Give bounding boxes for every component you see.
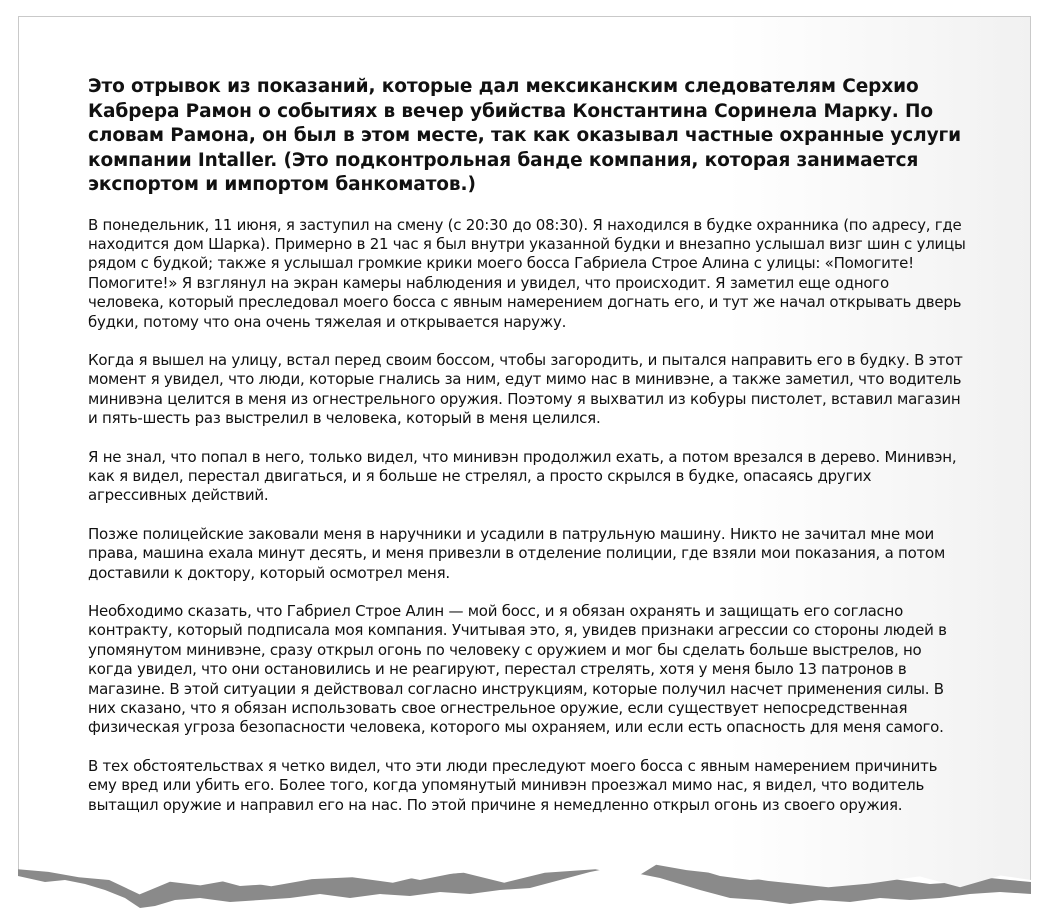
- paragraph-4: Позже полицейские заковали меня в наручники и усадили в патрульную машину. Никто не зачитал мне мои права, машина ехала минут десять, и меня привезли в отделение полиции, где взяли мои показания, а потом доставили к доктору, который осмотрел меня.: [88, 524, 946, 582]
- paragraph-5: Необходимо сказать, что Габриел Строе Алин — мой босс, и я обязан охранять и защищать его согласно контракту, который подписала моя компания. Учитывая это, я, увидев признаки агрессии со стороны людей в упомянутом минивэне, сразу открыл огонь по человеку с оружием и мог бы сделать больше выстрелов, но когда увидел, что они остановились и не реагируют, перестал стрелять, хотя у меня было 13 патронов в магазине. В этой ситуации я действовал согласно инструкциям, которые получил насчет применения силы. В них сказано, что я обязан использовать свое огнестрельное оружие, если существует непосредственная физическая угроза безопасности человека, которого мы охраняем, или если есть опасность для меня самого.: [88, 602, 947, 737]
- paragraph-2: Когда я вышел на улицу, встал перед своим боссом, чтобы загородить, и пытался направить его в будку. В этот момент я увидел, что люди, которые гнались за ним, едут мимо нас в минивэне, а также заметил, что водитель минивэна целится в меня из огнестрельного оружия. Поэтому я выхватил из кобуры пистолет, вставил магазин и пять-шесть раз выстрелил в человека, который в меня целился.: [88, 350, 963, 428]
- paragraph-6: В тех обстоятельствах я четко видел, что эти люди преследуют моего босса с явным намерением причинить ему вред или убить его. Более того, когда упомянутый минивэн проезжал мимо нас, я видел, что водитель вытащил оружие и направил его на нас. По этой причине я немедленно открыл огонь из своего оружия.: [88, 756, 938, 814]
- paragraph-1: В понедельник, 11 июня, я заступил на смену (с 20:30 до 08:30). Я находился в будке охранника (по адресу, где находится дом Шарка). Примерно в 21 час я был внутри указанной будки и внезапно услышал визг шин с улицы рядом с будкой; также я услышал громкие крики моего босса Габриела Строе Алина с улицы: «Помогите! Помогите!» Я взглянул на экран камеры наблюдения и увидел, что происходит. Я заметил еще одного человека, который преследовал моего босса с явным намерением догнать его, и тут же начал открывать дверь будки, потому что она очень тяжелая и открывается наружу.: [88, 215, 966, 331]
- document-heading: Это отрывок из показаний, которые дал мексиканским следователям Серхио Кабрера Рамон о событиях в вечер убийства Константина Соринела Марку. По словам Рамона, он был в этом месте, так как оказывал частные охранные услуги компании Intaller. (Это подконтрольная банде компания, которая занимается экспортом и импортом банкоматов.): [88, 76, 961, 195]
- paragraph-3: Я не знал, что попал в него, только видел, что минивэн продолжил ехать, а потом врезался в дерево. Минивэн, как я видел, перестал двигаться, и я больше не стрелял, а просто скрылся в будке, опасаясь других агрессивных действий.: [88, 447, 957, 505]
- document-body: [88, 75, 968, 834]
